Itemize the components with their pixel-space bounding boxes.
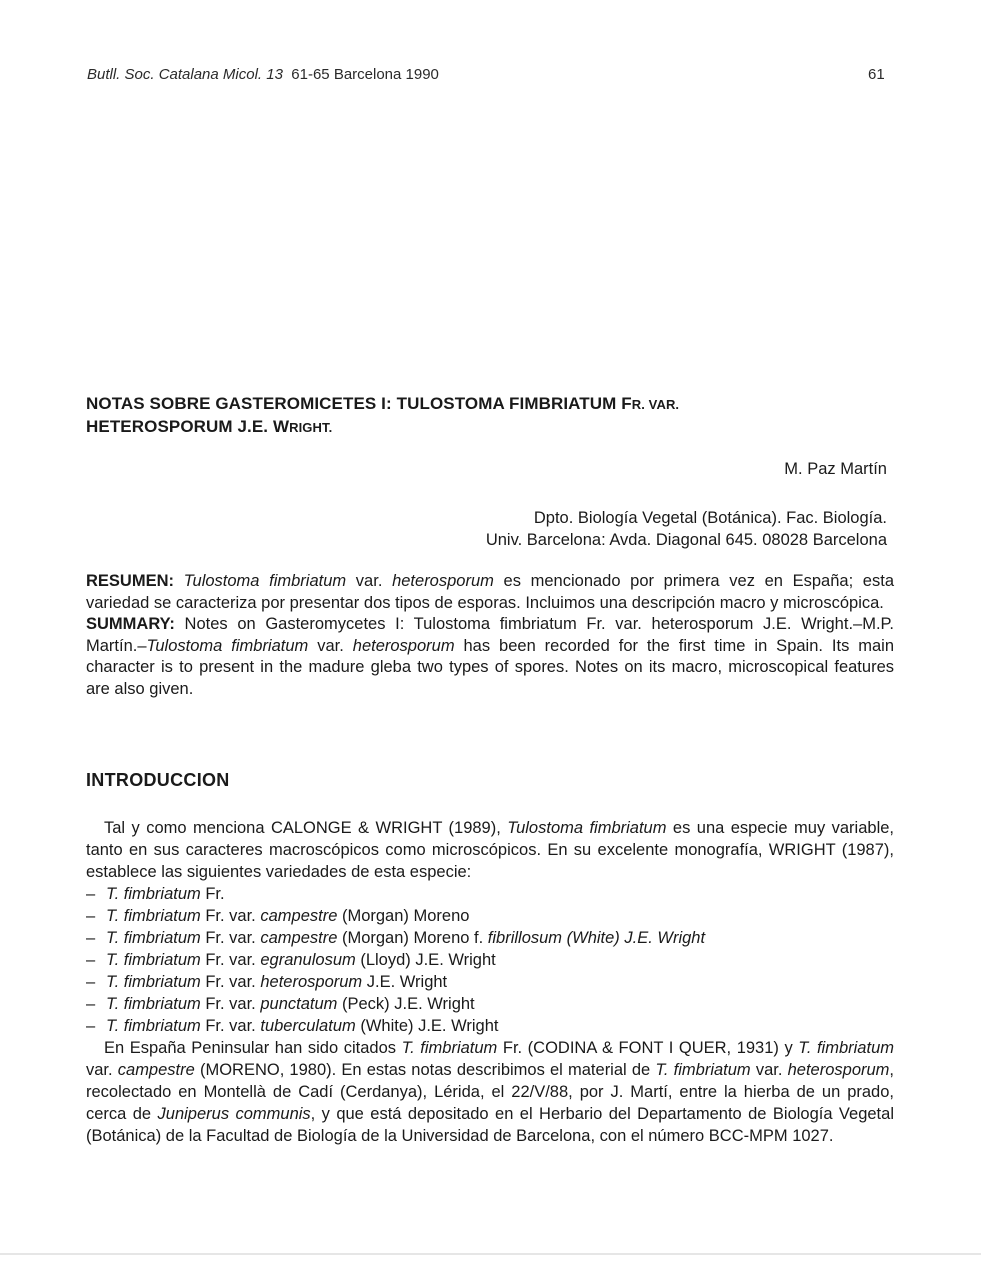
species-name: T. fimbriatum (106, 995, 201, 1013)
intro-paragraph-2 (86, 1037, 894, 1147)
text-run: Tal y como menciona CALONGE & WRIGHT (1989), (104, 819, 508, 837)
section-heading: INTRODUCCION (86, 770, 230, 790)
text-run: Fr. (200, 995, 230, 1013)
text-run: , y que está depositado en el Herbario del Departamento de Biología Vegetal (Botánica) de la Facultad de Biología de la Universidad de Barcelona, con el número BCC-MPM 1027. (86, 1105, 894, 1145)
text-run: Fr. (200, 973, 230, 991)
text-run: (Morgan) Moreno f. (337, 929, 488, 947)
summary-paragraph (86, 614, 894, 700)
species-name: Tulostoma fimbriatum (183, 572, 347, 590)
species-name: Tulostoma fimbriatum (146, 636, 309, 655)
species-name: T. fimbriatum (106, 885, 201, 903)
summary-label: SUMMARY: (86, 615, 175, 633)
scan-edge-divider (0, 1253, 981, 1255)
title-line-1: NOTAS SOBRE GASTEROMICETES I: TULOSTOMA FIMBRIATUM F (86, 394, 632, 413)
intro-paragraph-1 (86, 817, 894, 883)
variety-list-item (86, 971, 894, 993)
journal-citation: Butll. Soc. Catalana Micol. 13 (87, 66, 283, 83)
text-run: var. (750, 1061, 788, 1079)
species-name: T. fimbriatum (401, 1039, 498, 1057)
species-name: T. fimbriatum (106, 951, 201, 969)
text-run: es mencionado por primera vez en España; esta variedad se caracteriza por presentar dos tipos de esporas. Incluimos una descripción macro y microscópica. (86, 572, 894, 612)
variety-list-item (86, 993, 894, 1015)
text-run: , recolectado en Montellà de Cadí (Cerdanya), Lérida, el 22/V/88, por J. Martí, entre la hierba de un prado, cerca de (86, 1061, 895, 1123)
text-run: var. (229, 951, 261, 969)
text-run: (MORENO, 1980). En estas notas describimos el material de (194, 1061, 656, 1079)
species-name: Tulostoma fimbriatum (507, 819, 667, 837)
variety-name: heterosporum (352, 636, 455, 655)
author-affiliation (486, 507, 887, 551)
text-run: has been recorded for the first time in Spain. Its main character is to present in the madure gleba two types of spores. Notes on its macro, microscopical features are also given. (86, 636, 895, 698)
species-name: T. fimbriatum (106, 973, 201, 991)
page-number: 61 (868, 66, 885, 83)
abstract-block (86, 571, 894, 700)
affiliation-line-1: Dpto. Biología Vegetal (Botánica). Fac. Biología. (533, 509, 887, 527)
text-run: (Lloyd) J.E. Wright (355, 951, 496, 969)
variety-name: heterosporum (392, 572, 494, 590)
text-run: var. (229, 995, 261, 1013)
variety-list-item (86, 905, 894, 927)
variety-name: heterosporum (260, 973, 363, 991)
variety-name: campestre (260, 907, 338, 925)
variety-list-item (86, 883, 894, 905)
introduction-body (86, 817, 894, 1147)
text-run: (Peck) J.E. Wright (337, 995, 475, 1013)
variety-name: heterosporum (787, 1061, 890, 1079)
text-run: var. (229, 973, 261, 991)
species-name: T. fimbriatum (798, 1039, 894, 1057)
species-name: T. fimbriatum (106, 929, 201, 947)
variety-list (86, 883, 894, 1037)
species-name: T. fimbriatum (655, 1061, 751, 1079)
variety-name: campestre (117, 1061, 195, 1079)
text-run: var. (229, 929, 261, 947)
variety-name: campestre (260, 929, 338, 947)
text-run: var. (86, 1061, 118, 1079)
text-run: var. (229, 907, 261, 925)
text-run: Fr. (200, 1017, 230, 1035)
variety-name: egranulosum (260, 951, 356, 969)
title-line-2: HETEROSPORUM J.E. W (86, 417, 290, 436)
text-run: (Morgan) Moreno (337, 907, 470, 925)
resumen-paragraph (86, 571, 894, 614)
text-run: var. (229, 1017, 261, 1035)
species-name: T. fimbriatum (106, 1017, 201, 1035)
plant-name: Juniperus communis (157, 1105, 311, 1123)
variety-list-item (86, 1015, 894, 1037)
running-header (87, 66, 439, 83)
author-name: M. Paz Martín (784, 460, 887, 478)
text-run: Fr. (200, 929, 230, 947)
variety-list-item (86, 949, 894, 971)
text-run: (White) J.E. Wright (355, 1017, 499, 1035)
pages-place-year: 61-65 Barcelona 1990 (291, 66, 439, 83)
article-title (86, 393, 906, 439)
text-run: var. (346, 572, 393, 590)
title-line-2-smallcaps: RIGHT. (289, 420, 333, 435)
variety-name: punctatum (260, 995, 338, 1013)
affiliation-line-2: Univ. Barcelona: Avda. Diagonal 645. 08028 Barcelona (485, 531, 887, 549)
text-run: var. (308, 636, 353, 655)
resumen-label: RESUMEN: (86, 572, 175, 590)
text-run: J.E. Wright (362, 973, 448, 991)
title-line-1-smallcaps: R. VAR. (631, 397, 680, 412)
text-run: En España Peninsular han sido citados (104, 1039, 402, 1057)
text-run: Fr. (200, 907, 230, 925)
text-run: Fr. (200, 885, 225, 903)
text-run: Fr. (CODINA & FONT I QUER, 1931) y (497, 1039, 799, 1057)
species-name: T. fimbriatum (106, 907, 201, 925)
text-run: es una especie muy variable, tanto en sus caracteres macroscópicos como microscópicos. En su excelente monografía, WRIGHT (1987), establece las siguientes variedades de esta especie: (86, 819, 894, 881)
variety-list-item (86, 927, 894, 949)
text-run: fibrillosum (White) J.E. Wright (487, 929, 706, 947)
variety-name: tuberculatum (260, 1017, 356, 1035)
text-run: Notes on Gasteromycetes I: Tulostoma fimbriatum Fr. var. heterosporum J.E. Wright.–M.P. Martín.– (86, 615, 894, 655)
text-run: Fr. (200, 951, 230, 969)
